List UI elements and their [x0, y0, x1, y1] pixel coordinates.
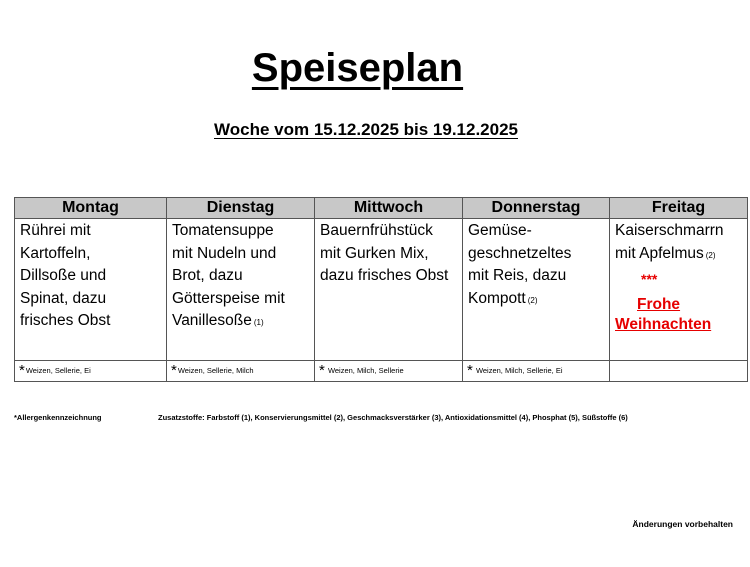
meal-line [172, 310, 310, 335]
meal-line-text: mit Apfelmus [615, 244, 704, 262]
allergen-text: Weizen, Milch, Sellerie [327, 366, 404, 375]
allergen-marker: * [19, 362, 25, 379]
meal-row [15, 219, 748, 361]
meal-cell-mittwoch [315, 219, 463, 361]
meal-cell-donnerstag [463, 219, 610, 361]
meal-line: Spinat, dazu [20, 289, 107, 307]
meal-line: Dillsoße und [20, 267, 107, 284]
allergen-cell-donnerstag [463, 361, 610, 382]
allergen-cell-montag [15, 361, 167, 382]
meal-line: Rührei mit [20, 222, 91, 239]
allergen-marker: * [171, 362, 177, 379]
meal-cell-dienstag [167, 219, 315, 361]
meal-line: Brot, dazu [172, 267, 243, 284]
meal-cell-freitag [610, 219, 748, 361]
meal-line: Tomatensuppe [172, 222, 274, 239]
meal-line: mit Nudeln und [172, 244, 277, 262]
allergen-row [15, 361, 748, 382]
allergen-text: Weizen, Sellerie, Ei [25, 366, 91, 375]
allergen-marker: * [319, 362, 325, 379]
allergen-text: Weizen, Sellerie, Milch [177, 366, 254, 375]
greeting-line-1: Frohe [637, 296, 681, 313]
meal-line [468, 288, 605, 313]
meal-line [615, 243, 743, 268]
meal-plan-table [14, 197, 748, 382]
meal-line: mit Gurken Mix, [320, 244, 429, 262]
day-header-montag: Montag [15, 198, 167, 219]
allergen-cell-mittwoch [315, 361, 463, 382]
additive-marker: (2) [527, 295, 538, 305]
additives-legend: Zusatzstoffe: Farbstoff (1), Konservierungsmittel (2), Geschmacksverstärker (3), Antioxidationsmittel (4), Phosphat (5), Süßstoffe (6) [158, 413, 628, 422]
meal-line-text: Vanillesoße [172, 312, 252, 329]
day-header-donnerstag: Donnerstag [463, 198, 610, 219]
greeting-line-2: Weihnachten [615, 316, 712, 333]
meal-line: geschnetzeltes [468, 244, 572, 262]
allergen-cell-freitag [610, 361, 748, 382]
week-subtitle: Woche vom 15.12.2025 bis 19.12.2025 [214, 120, 518, 139]
header-row [15, 198, 748, 219]
allergen-cell-dienstag [167, 361, 315, 382]
meal-cell-montag [15, 219, 167, 361]
allergen-legend: *Allergenkennzeichnung [14, 413, 102, 422]
day-header-mittwoch: Mittwoch [315, 198, 463, 219]
meal-line: mit Reis, dazu [468, 267, 567, 284]
additive-marker: (2) [705, 250, 716, 260]
changes-note: Änderungen vorbehalten [632, 519, 733, 529]
meal-line: dazu frisches Obst [320, 267, 449, 284]
meal-line: Götterspeise mit [172, 289, 285, 307]
additive-marker: (1) [253, 318, 264, 327]
meal-line: Kartoffeln, [20, 244, 91, 262]
day-header-dienstag: Dienstag [167, 198, 315, 219]
meal-line: Bauernfrühstück [320, 222, 433, 239]
meal-line: frisches Obst [20, 312, 111, 329]
meal-line: Kaiserschmarrn [615, 222, 724, 239]
meal-line-text: Kompott [468, 289, 526, 307]
day-header-freitag: Freitag [610, 198, 748, 219]
allergen-text: Weizen, Milch, Sellerie, Ei [475, 366, 563, 375]
page-title: Speiseplan [251, 46, 464, 90]
decorative-stars: *** [641, 271, 658, 287]
meal-line: Gemüse- [468, 222, 532, 239]
allergen-marker: * [467, 362, 473, 379]
